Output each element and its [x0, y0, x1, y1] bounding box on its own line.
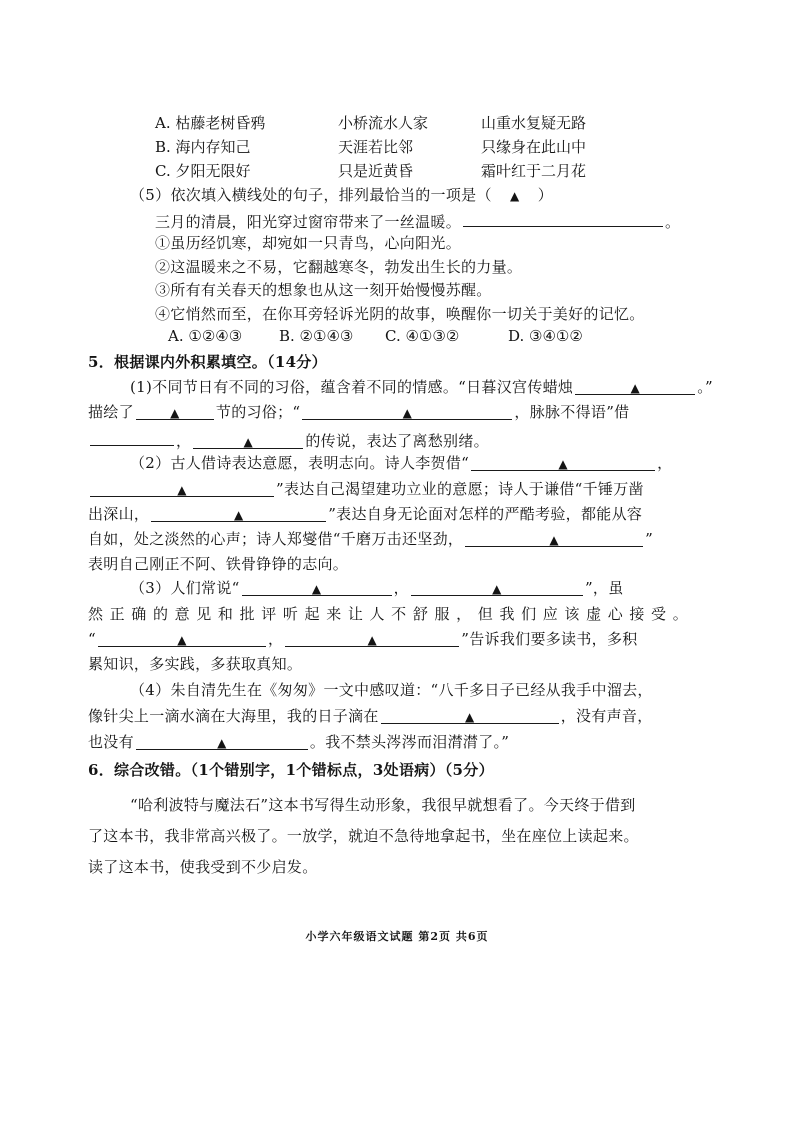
q5-3-line2: 然正确的意见和批评听起来让人不舒服，但我们应该虚心接受。 [88, 605, 688, 623]
answer-marker: ▲ [464, 710, 475, 724]
answer-blank[interactable] [151, 504, 326, 522]
answer-blank[interactable] [302, 402, 512, 420]
option-a-col3: 山重水复疑无路 [481, 114, 587, 132]
option-b-col3: 只缘身在此山中 [481, 138, 587, 156]
q4-5-sentence-3: ③所有有关春天的想象也从这一刻开始慢慢苏醒。 [155, 281, 492, 299]
q5-2-line5: 表明自己刚正不阿、铁骨铮铮的志向。 [88, 555, 349, 573]
answer-blank[interactable] [90, 479, 274, 497]
answer-blank[interactable] [411, 578, 583, 596]
q6-line1: “哈利波特与魔法石”这本书写得生动形象，我很早就想看了。今天终于借到 [130, 796, 636, 814]
q5-3-line3: “ ▲ ， ▲ ”告诉我们要多读书，多积 [88, 630, 638, 648]
q5-4-line1: （4）朱自清先生在《匆匆》一文中感叹道：“八千多日子已经从我手中溜去， [130, 681, 653, 699]
page-footer: 小学六年级语文试题 第2页 共6页 [305, 930, 489, 943]
choice-b: B. ②①④③ [279, 327, 354, 345]
answer-blank[interactable] [285, 629, 459, 647]
answer-marker: ▲ [509, 189, 520, 203]
option-c-col3: 霜叶红于二月花 [481, 162, 587, 180]
answer-marker: ▲ [170, 406, 180, 420]
q5-2-line4: 自如，处之淡然的心声；诗人郑燮借“千磨万击还坚劲， ▲ ” [88, 530, 654, 548]
answer-marker: ▲ [243, 435, 254, 449]
answer-marker: ▲ [630, 381, 640, 395]
q6-line2: 了这本书，我非常高兴极了。一放学，就迫不急待地拿起书，坐在座位上读起来。 [88, 827, 639, 845]
q4-5-sentence-2: ②这温暖来之不易，它翻越寒冬，勃发出生长的力量。 [155, 258, 523, 276]
answer-marker: ▲ [177, 633, 187, 647]
option-c-col2: 只是近黄昏 [338, 162, 414, 180]
q5-3-line1: （3）人们常说“ ▲ ， ▲ ”，虽 [130, 579, 624, 597]
answer-marker: ▲ [492, 582, 502, 596]
answer-blank[interactable] [242, 578, 392, 596]
q5-2-line1: （2）古人借诗表达意愿，表明志向。诗人李贺借“ ▲ ， [130, 454, 673, 472]
q4-5-sentence-1: ①虽历经饥寒，却宛如一只青鸟，心向阳光。 [155, 234, 462, 252]
answer-marker: ▲ [558, 457, 568, 471]
option-b-col2: 天涯若比邻 [338, 138, 414, 156]
answer-blank[interactable] [471, 453, 655, 471]
option-a-col1: A. 枯藤老树昏鸦 [155, 114, 266, 132]
answer-blank[interactable] [90, 428, 174, 446]
q5-1-line2: 描绘了 ▲ 节的习俗；“ ▲ ，脉脉不得语”借 [88, 403, 630, 421]
answer-marker: ▲ [402, 406, 413, 420]
q5-2-line2: ▲ ”表达自己渴望建功立业的意愿；诗人于谦借“千锤万凿 [88, 479, 644, 499]
answer-blank[interactable] [98, 629, 266, 647]
answer-marker: ▲ [367, 633, 378, 647]
choice-d: D. ③④①② [508, 327, 583, 345]
answer-blank[interactable] [136, 402, 214, 420]
option-b-col1: B. 海内存知己 [155, 138, 251, 156]
answer-blank[interactable] [193, 431, 303, 449]
q6-title: 6．综合改错。（1个错别字，1个错标点，3处语病）（5分） [88, 761, 494, 779]
answer-blank[interactable] [575, 377, 695, 395]
option-a-col2: 小桥流水人家 [338, 114, 429, 132]
q4-5-stem: （5）依次填入横线处的句子，排列最恰当的一项是（ ▲ ） [130, 186, 554, 204]
answer-marker: ▲ [311, 582, 322, 596]
q5-4-line3: 也没有 ▲ 。我不禁头涔涔而泪潸潸了。” [88, 733, 510, 751]
q5-4-line2: 像针尖上一滴水滴在大海里，我的日子滴在 ▲ ，没有声音， [88, 707, 653, 725]
answer-marker: ▲ [177, 483, 187, 497]
q5-1-line3: ， ▲ 的传说，表达了离愁别绪。 [88, 428, 489, 451]
answer-blank[interactable] [465, 529, 643, 547]
answer-marker: ▲ [549, 533, 559, 547]
q4-5-passage: 三月的清晨，阳光穿过窗帘带来了一丝温暖。 。 [155, 209, 680, 232]
q5-2-line3: 出深山， ▲ ”表达自身无论面对怎样的严酷考验，都能从容 [88, 505, 643, 523]
answer-marker: ▲ [217, 736, 227, 750]
answer-blank[interactable] [463, 209, 663, 227]
choice-c: C. ④①③② [385, 327, 460, 345]
q6-line3: 读了这本书，使我受到不少启发。 [88, 858, 318, 876]
option-c-col1: C. 夕阳无限好 [155, 162, 251, 180]
answer-blank[interactable] [136, 732, 308, 750]
q5-1-line1: (1)不同节日有不同的习俗，蕴含着不同的情感。“日暮汉宫传蜡烛 ▲ 。” [130, 378, 713, 396]
answer-marker: ▲ [233, 508, 244, 522]
q5-title: 5．根据课内外积累填空。（14分） [88, 353, 327, 371]
q4-5-sentence-4: ④它悄然而至，在你耳旁轻诉光阴的故事，唤醒你一切关于美好的记忆。 [155, 305, 645, 323]
q5-3-line4: 累知识，多实践，多获取真知。 [88, 655, 303, 673]
choice-a: A. ①②④③ [168, 327, 243, 345]
answer-blank[interactable] [381, 706, 559, 724]
